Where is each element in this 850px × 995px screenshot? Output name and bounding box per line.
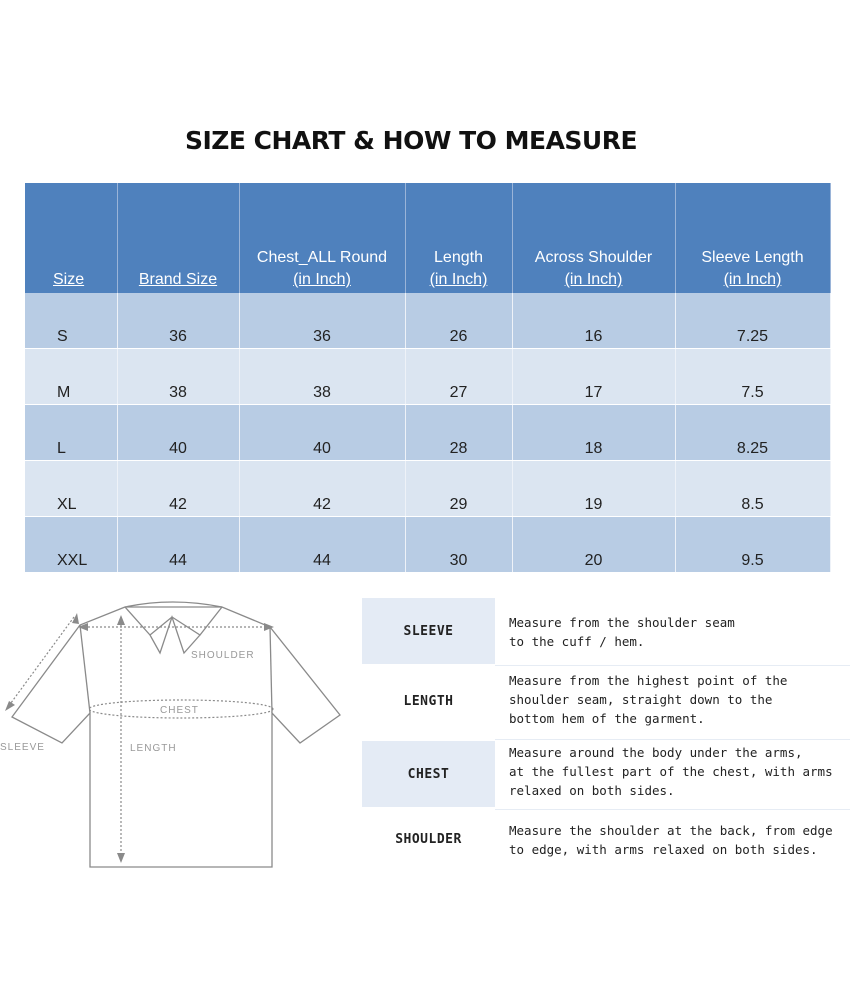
row-divider: [495, 665, 850, 666]
row-divider: [495, 809, 850, 810]
cell-length: 26: [405, 293, 512, 349]
measure-label: LENGTH: [362, 668, 495, 734]
cell-chest: 42: [239, 461, 405, 517]
header-sleeve-length: Sleeve Length (in Inch): [675, 183, 830, 293]
measure-desc: Measure around the body under the arms, at the fullest part of the chest, with arms relaxed on both sides.: [509, 745, 833, 798]
cell-chest: 38: [239, 349, 405, 405]
cell-size: XXL: [25, 517, 117, 573]
cell-size: L: [25, 405, 117, 461]
header-size: Size: [25, 183, 117, 293]
cell-chest: 40: [239, 405, 405, 461]
header-across-shoulder: Across Shoulder (in Inch): [512, 183, 675, 293]
cell-size: S: [25, 293, 117, 349]
diagram-label-shoulder: SHOULDER: [191, 650, 255, 661]
measure-label: CHEST: [362, 741, 495, 807]
measure-row-sleeve: [362, 598, 850, 664]
shirt-measure-diagram: [0, 595, 345, 885]
measure-label: SHOULDER: [362, 811, 495, 867]
size-chart-table: [25, 183, 831, 573]
header-chest: Chest_ALL Round (in Inch): [239, 183, 405, 293]
cell-sleeve: 7.25: [675, 293, 830, 349]
tshirt-icon: [0, 595, 345, 885]
table-row: [25, 349, 830, 405]
measure-desc: Measure the shoulder at the back, from edge to edge, with arms relaxed on both sides.: [509, 823, 833, 857]
measure-row-chest: [362, 741, 850, 807]
measure-desc: Measure from the shoulder seam to the cuff / hem.: [509, 615, 735, 649]
cell-shoulder: 20: [512, 517, 675, 573]
cell-length: 27: [405, 349, 512, 405]
table-row: [25, 293, 830, 349]
cell-sleeve: 8.5: [675, 461, 830, 517]
cell-brand-size: 38: [117, 349, 239, 405]
cell-brand-size: 44: [117, 517, 239, 573]
measure-label: SLEEVE: [362, 598, 495, 664]
page-title: SIZE CHART & HOW TO MEASURE: [184, 126, 638, 155]
cell-shoulder: 17: [512, 349, 675, 405]
how-to-measure-table: [362, 598, 850, 868]
cell-size: M: [25, 349, 117, 405]
measure-row-shoulder: [362, 811, 850, 867]
row-divider: [495, 739, 850, 740]
table-row: [25, 517, 830, 573]
cell-length: 28: [405, 405, 512, 461]
cell-brand-size: 42: [117, 461, 239, 517]
cell-sleeve: 9.5: [675, 517, 830, 573]
cell-size: XL: [25, 461, 117, 517]
diagram-label-sleeve: SLEEVE: [0, 742, 45, 753]
cell-brand-size: 40: [117, 405, 239, 461]
table-row: [25, 461, 830, 517]
measure-desc: Measure from the highest point of the shoulder seam, straight down to the bottom hem of the garment.: [509, 673, 788, 726]
diagram-label-chest: CHEST: [160, 705, 199, 716]
cell-sleeve: 7.5: [675, 349, 830, 405]
header-length: Length (in Inch): [405, 183, 512, 293]
cell-shoulder: 16: [512, 293, 675, 349]
cell-length: 30: [405, 517, 512, 573]
cell-shoulder: 19: [512, 461, 675, 517]
cell-chest: 44: [239, 517, 405, 573]
diagram-label-length: LENGTH: [130, 743, 177, 754]
cell-length: 29: [405, 461, 512, 517]
cell-brand-size: 36: [117, 293, 239, 349]
measure-row-length: [362, 668, 850, 734]
cell-chest: 36: [239, 293, 405, 349]
table-row: [25, 405, 830, 461]
table-header-row: [25, 183, 830, 293]
header-brand-size: Brand Size: [117, 183, 239, 293]
cell-sleeve: 8.25: [675, 405, 830, 461]
cell-shoulder: 18: [512, 405, 675, 461]
